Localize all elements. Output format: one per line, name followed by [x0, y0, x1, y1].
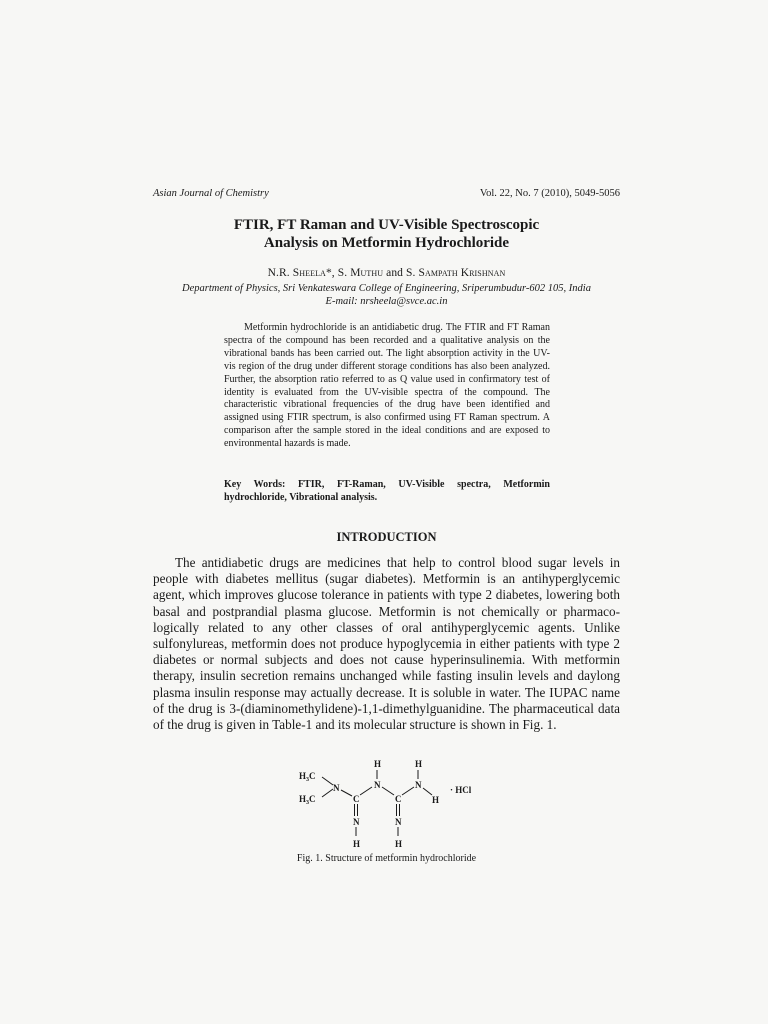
email: E-mail: nrsheela@svce.ac.in [325, 296, 448, 307]
affiliation [130, 282, 643, 308]
atom-n-bridge: N [374, 780, 381, 790]
keywords: Key Words: FTIR, FT-Raman, UV-Visible spectra, Metformin hydrochloride, Vibrational analysis. [224, 479, 550, 503]
bond-nbridge-c2 [382, 787, 394, 795]
running-head [153, 188, 620, 199]
author-3-name: Sampath Krishnan [418, 267, 506, 279]
author-separator: and [383, 267, 407, 279]
bond-c1-nbridge [360, 787, 372, 795]
atom-methyl-bottom: $H_3C$ [299, 794, 316, 806]
author-3-prefix: S. [406, 267, 419, 279]
metformin-structure-diagram [290, 756, 490, 852]
department: Department of Physics, Sri Venkateswara College of Engineering, Sriperumbudur-602 105, India [182, 283, 591, 294]
molecular-structure-figure [290, 756, 490, 852]
title-line-2: Analysis on Metformin Hydrochloride [263, 235, 510, 251]
bond-namine-hright [423, 788, 432, 795]
bond-n1-c1 [341, 790, 352, 796]
bond-methyl-bottom [322, 789, 333, 797]
author-1-mark: *, [325, 267, 338, 279]
bond-c2-namine [402, 787, 414, 795]
atom-n1: N [333, 783, 340, 793]
volume-info: Vol. 22, No. 7 (2010), 5049-5056 [479, 188, 620, 199]
introduction-paragraph: The antidiabetic drugs are medicines that help to control blood sugar levels in people with diabetes mellitus (sugar diabetes). Metformin is an antihyperglycemic agent, which improves glucose tolerance in patients with type 2 diabetes, lowering both basal and postprandial plasma glucose. Metformin is not chemically or pharmaco-logically related to any other classes of oral antihyperglycemic agents. Unlike sulfonylureas, metformin does not produce hypoglycemia in either patients with type 2 diabetes or normal subjects and does not cause hyperinsulinemia. With metformin therapy, insulin secretion remains unchanged while fasting insulin levels and daylong plasma insulin response may actually decrease. It is soluble in water. The IUPAC name of the drug is 3-(diaminomethylidene)-1,1-dimethylguanidine. The pharmaceutical data of the drug is given in Table-1 and its molecular structure is shown in Fig. 1. [153, 555, 620, 733]
atom-h-amine-top: H [415, 759, 423, 769]
journal-name: Asian Journal of Chemistry [153, 188, 269, 199]
atom-hcl: · HCl [450, 785, 472, 795]
atom-c2: C [395, 794, 402, 804]
atom-c1: C [353, 794, 360, 804]
section-heading-introduction: INTRODUCTION [336, 530, 437, 544]
author-2-prefix: S. [337, 267, 351, 279]
figure-caption: Fig. 1. Structure of metformin hydrochloride [296, 853, 477, 864]
paper-title [153, 216, 620, 252]
atom-n-imine-2: N [395, 817, 402, 827]
author-2-name: Muthu [350, 267, 384, 279]
abstract: Metformin hydrochloride is an antidiabetic drug. The FTIR and FT Raman spectra of the compound has been recorded and a qualitative analysis on the vibrational bands has been carried out. The light absorption activity in the UV-vis region of the drug under different storage conditions has also been analyzed. Further, the absorption ratio referred to as Q value used in confirmatory test of identity is evaluated from the UV-visible spectra of the compound. The characteristic vibrational frequencies of the drug have been identified and assigned using FTIR spectrum, is also confirmed using FT Raman spectrum. A comparison after the sample stored in the ideal conditions and are exposed to environmental hazards is made. [224, 322, 550, 450]
bond-methyl-top [322, 777, 333, 785]
atom-h-imine-2: H [395, 839, 403, 849]
author-list [153, 267, 620, 279]
title-line-1: FTIR, FT Raman and UV-Visible Spectroscopic [233, 217, 540, 233]
atom-n-imine-1: N [353, 817, 360, 827]
atom-h-imine-1: H [353, 839, 361, 849]
author-1-prefix: N.R. [267, 267, 293, 279]
atom-h-amine-right: H [432, 795, 440, 805]
author-1-name: Sheela [292, 267, 326, 279]
atom-n-amine: N [415, 780, 422, 790]
atom-h-bridge: H [374, 759, 382, 769]
atom-methyl-top: $H_3C$ [299, 771, 316, 783]
